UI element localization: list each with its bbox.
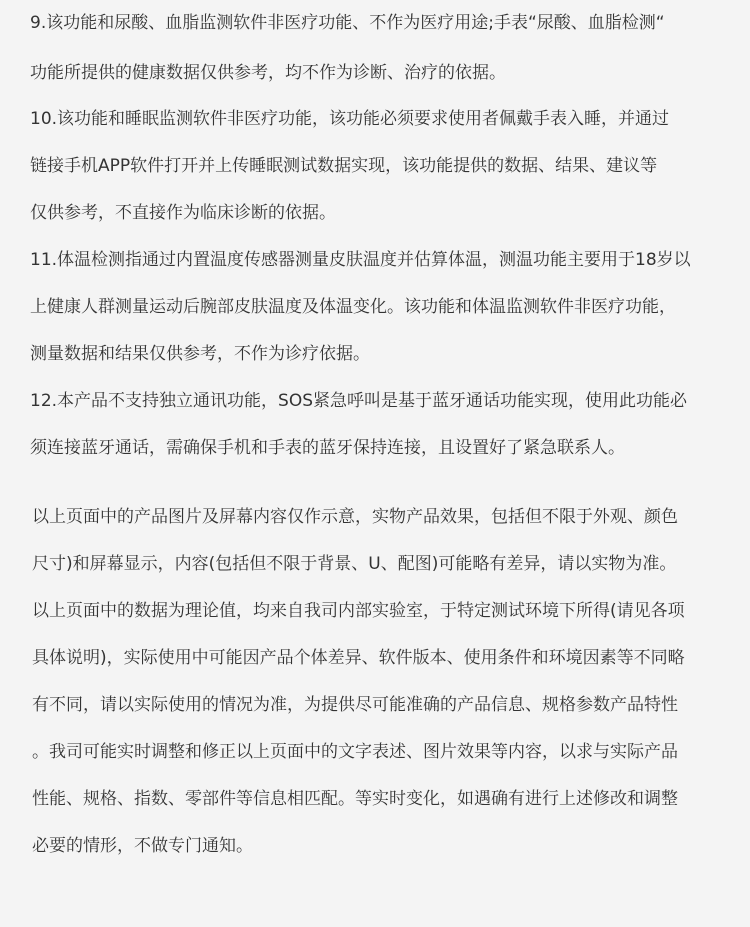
note-line: 须连接蓝牙通话，需确保手机和手表的蓝牙保持连接，且设置好了紧急联系人。: [30, 438, 625, 458]
disclaimer-line: 必要的情形，不做专门通知。: [32, 836, 253, 856]
note-line: 测量数据和结果仅供参考，不作为诊疗依据。: [30, 344, 370, 364]
disclaimer-line: 有不同，请以实际使用的情况为准，为提供尽可能准确的产品信息、规格参数产品特性: [32, 695, 678, 715]
note-line: 链接手机APP软件打开并上传睡眠测试数据实现，该功能提供的数据、结果、建议等: [30, 156, 658, 176]
disclaimer-line: 尺寸)和屏幕显示，内容(包括但不限于背景、U、配图)可能略有差异，请以实物为准。: [32, 554, 677, 574]
note-line: 11.体温检测指通过内置温度传感器测量皮肤温度并估算体温，测温功能主要用于18岁以: [30, 250, 691, 270]
note-line: 12.本产品不支持独立通讯功能，SOS紧急呼叫是基于蓝牙通话功能实现，使用此功能必: [30, 391, 687, 411]
note-line: 仅供参考，不直接作为临床诊断的依据。: [30, 203, 336, 223]
disclaimer-line: 具体说明)，实际使用中可能因产品个体差异、软件版本、使用条件和环境因素等不同略: [32, 648, 685, 668]
disclaimer-line: 以上页面中的产品图片及屏幕内容仅作示意，实物产品效果，包括但不限于外观、颜色: [32, 507, 678, 527]
disclaimer-line: 性能、规格、指数、零部件等信息相匹配。等实时变化，如遇确有进行上述修改和调整: [32, 789, 678, 809]
note-line: 9.该功能和尿酸、血脂监测软件非医疗功能、不作为医疗用途;手表“尿酸、血脂检测“: [30, 13, 665, 33]
note-line: 10.该功能和睡眠监测软件非医疗功能，该功能必须要求使用者佩戴手表入睡，并通过: [30, 109, 670, 129]
note-line: 上健康人群测量运动后腕部皮肤温度及体温变化。该功能和体温监测软件非医疗功能，: [30, 297, 676, 317]
note-line: 功能所提供的健康数据仅供参考，均不作为诊断、治疗的依据。: [30, 63, 506, 83]
disclaimer-line: 以上页面中的数据为理论值，均来自我司内部实验室，于特定测试环境下所得(请见各项: [32, 601, 685, 621]
disclaimer-line: 。我司可能实时调整和修正以上页面中的文字表述、图片效果等内容，以求与实际产品: [32, 742, 678, 762]
